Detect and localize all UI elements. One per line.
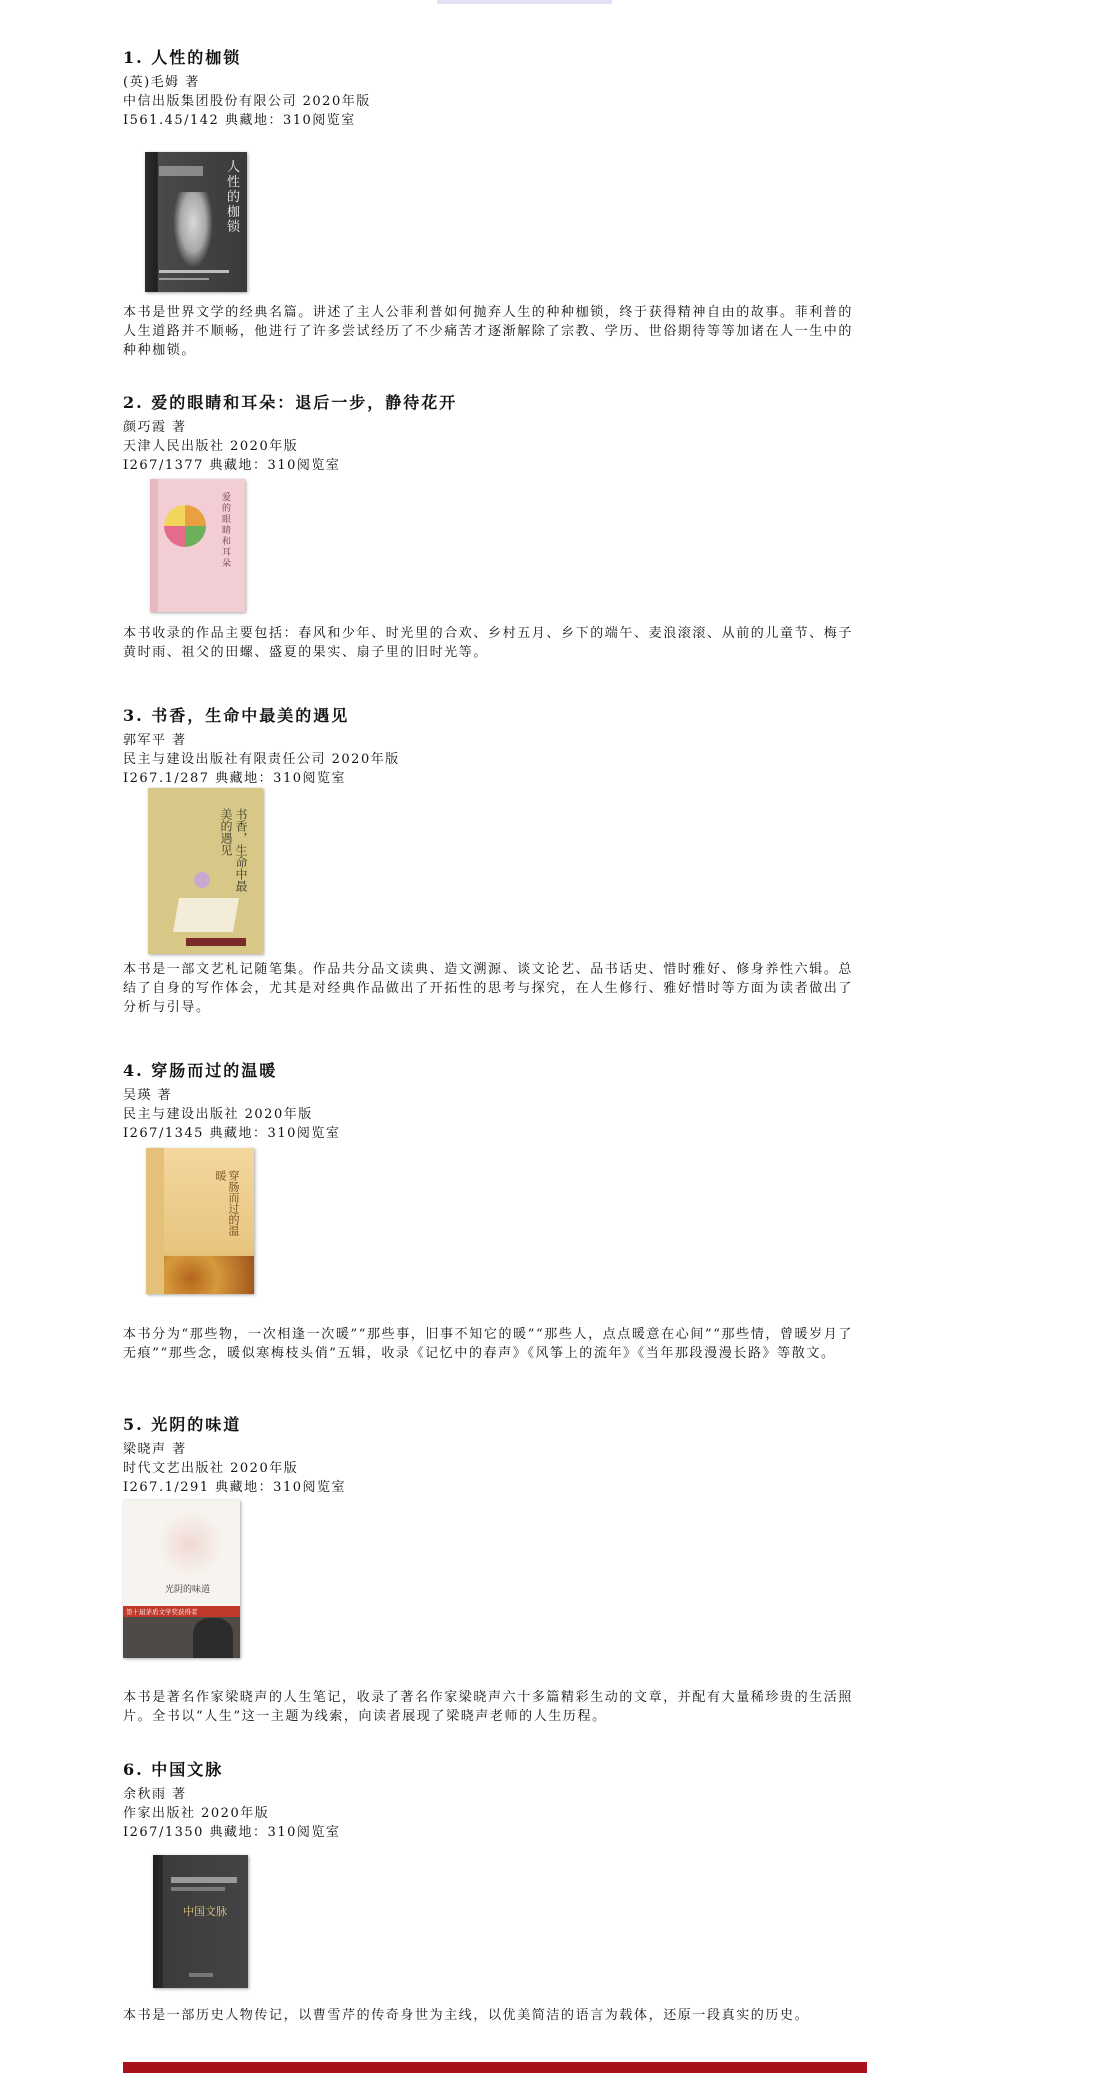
book-entry [123, 705, 853, 788]
cover-banner: 第十届茅盾文学奖获得者 [126, 1608, 198, 1616]
book-title: 4. 穿肠而过的温暖 [123, 1061, 278, 1080]
book-entry [123, 1759, 853, 1842]
cover-title: 中国文脉 [183, 1905, 227, 1918]
book-cover-1 [145, 152, 247, 292]
book-title: 6. 中国文脉 [123, 1760, 224, 1779]
book-call-number: I267/1377 典藏地：310阅览室 [123, 458, 341, 473]
book-author: 颜巧霞 著 [123, 420, 187, 435]
book-publisher: 民主与建设出版社有限责任公司 2020年版 [123, 752, 400, 767]
cover-title: 人性的枷锁 [227, 160, 241, 235]
book-description: 本书收录的作品主要包括：春风和少年、时光里的合欢、乡村五月、乡下的端午、麦浪滚滚、从前的儿童节、梅子黄时雨、祖父的田螺、盛夏的果实、扇子里的旧时光等。 [123, 626, 854, 660]
book-description: 本书是世界文学的经典名篇。讲述了主人公菲利普如何抛弃人生的种种枷锁，终于获得精神自由的故事。菲利普的人生道路并不顺畅，他进行了许多尝试经历了不少痛苦才逐渐解除了宗教、学历、世俗期待等等加诸在人一生中的种种枷锁。 [123, 305, 854, 358]
book-author: (英)毛姆 著 [123, 75, 200, 90]
book-title: 1. 人性的枷锁 [123, 48, 242, 67]
book-entry [123, 392, 853, 475]
book-call-number: I267.1/287 典藏地：310阅览室 [123, 771, 346, 786]
book-title: 5. 光阴的味道 [123, 1415, 242, 1434]
book-call-number: I267.1/291 典藏地：310阅览室 [123, 1480, 346, 1495]
cover-title: 书香，生命中最美的遇见 [219, 808, 248, 892]
book-entry [123, 47, 853, 130]
footer-bar [123, 2062, 867, 2073]
book-call-number: I561.45/142 典藏地：310阅览室 [123, 113, 356, 128]
top-tab-indicator [437, 0, 612, 4]
book-author: 郭军平 著 [123, 733, 187, 748]
book-cover-6 [153, 1855, 248, 1988]
book-publisher: 民主与建设出版社 2020年版 [123, 1107, 313, 1122]
book-cover-2 [150, 479, 245, 612]
book-entry [123, 1060, 853, 1143]
book-entry [123, 1414, 853, 1497]
book-publisher: 天津人民出版社 2020年版 [123, 439, 299, 454]
book-call-number: I267/1350 典藏地：310阅览室 [123, 1825, 341, 1840]
book-cover-5 [123, 1500, 240, 1658]
book-publisher: 作家出版社 2020年版 [123, 1806, 270, 1821]
book-cover-4 [146, 1148, 254, 1294]
book-author: 梁晓声 著 [123, 1442, 187, 1457]
book-description: 本书是一部历史人物传记，以曹雪芹的传奇身世为主线，以优美简洁的语言为载体，还原一段真实的历史。 [123, 2008, 810, 2023]
book-description: 本书是著名作家梁晓声的人生笔记，收录了著名作家梁晓声六十多篇精彩生动的文章，并配有大量稀珍贵的生活照片。全书以“人生”这一主题为线索，向读者展现了梁晓声老师的人生历程。 [123, 1690, 854, 1724]
book-description: 本书分为“那些物，一次相逢一次暖”“那些事，旧事不知它的暖”“那些人，点点暖意在心间”“那些情，曾暖岁月了无痕”“那些念，暖似寒梅枝头俏”五辑，收录《记忆中的春声》《风筝上的流年》《当年那段漫漫长路》等散文。 [123, 1327, 853, 1361]
cover-title: 光阴的味道 [165, 1585, 211, 1595]
book-call-number: I267/1345 典藏地：310阅览室 [123, 1126, 341, 1141]
book-publisher: 时代文艺出版社 2020年版 [123, 1461, 299, 1476]
book-title: 3. 书香，生命中最美的遇见 [123, 706, 350, 725]
book-description: 本书是一部文艺札记随笔集。作品共分品文读典、造文溯源、谈文论艺、品书话史、惜时雅好、修身养性六辑。总结了自身的写作体会，尤其是对经典作品做出了开拓性的思考与探究，在人生修行、雅好惜时等方面为读者做出了分析与引导。 [123, 962, 854, 1015]
cover-title: 穿肠而过的温暖 [214, 1170, 240, 1236]
book-cover-3 [148, 788, 263, 954]
book-author: 吴瑛 著 [123, 1088, 173, 1103]
book-publisher: 中信出版集团股份有限公司 2020年版 [123, 94, 371, 109]
book-title: 2. 爱的眼睛和耳朵：退后一步，静待花开 [123, 393, 458, 412]
book-author: 余秋雨 著 [123, 1787, 187, 1802]
cover-title: 爱的眼睛和耳朵 [222, 493, 232, 569]
